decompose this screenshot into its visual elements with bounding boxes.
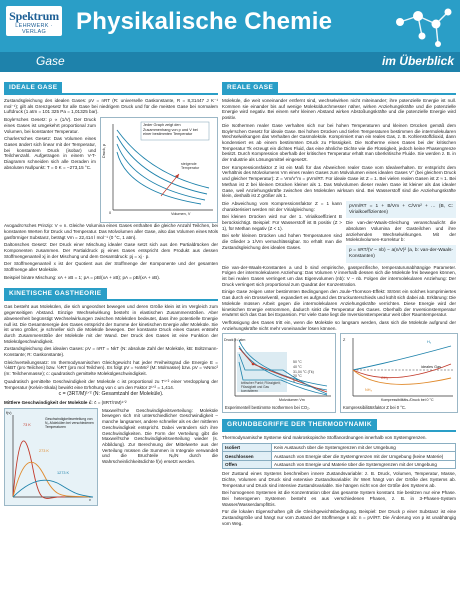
paragraph: Bei sehr kleinen Drücken und hohen Temperaturen sind die Glieder ≥ 1/Vm vernachlässigbar. So erhält man die Zustandsgleichung des idealen Gases. [222, 233, 342, 250]
table-row [223, 452, 456, 460]
paragraph: Die van-der-Waals-Gleichung veranschaulicht die absoluten Volumina der Gasteilchen und ihre anziehenden Wechselwirkungen. Mit der Molekülvolumen-Korrektur b: [346, 220, 456, 243]
right-column [222, 76, 456, 528]
series-label-273k: 273 K [39, 448, 49, 453]
paragraph: Zustandsgleichung des idealen Gases: pV = nRT = NkT (N: absolute Zahl der Moleküle, kB: Boltzmann-Konstante; R: Gaskonstante). [4, 346, 218, 358]
logo-wordmark: Spektrum [9, 9, 59, 23]
maxwell-caption: Geschwindigkeitsverteilung von N₂-Molekülen bei verschiedenen Temperaturen [45, 416, 94, 429]
paragraph [4, 400, 218, 406]
isotherm-increase-label: steigende Temperatur [181, 162, 200, 171]
paragraph: Thermodynamische Systeme sind makroskopische Stoffanordnungen innerhalb von Systemgrenzen. [222, 435, 427, 441]
section-heading-ideal-gases: IDEALE GASE [4, 82, 62, 93]
co2-isotherm-diagram [222, 333, 336, 413]
table-row [223, 460, 456, 468]
figure-caption: Kompressibilitätsfaktor Z bei 0 °C. [343, 405, 407, 411]
paragraph: Beispiel binäre Mischung: xA + xB = 1; pA = pB/(xA + xB); pA = pB/(xA + xB). [4, 274, 161, 280]
section-rule [4, 93, 218, 95]
virial-text [222, 201, 342, 265]
isotherm-diagram [100, 117, 218, 223]
x-axis-label: Kompressibilitäts-/Druck bei 0 °C [381, 398, 434, 403]
page-subtitle: Gase [36, 54, 65, 68]
mean-speed-label: Mittlere Geschwindigkeit der Moleküle c̄: [4, 399, 93, 405]
virial-row [222, 201, 456, 265]
publisher-logo [6, 6, 62, 36]
x-axis-label: Volumen, V [171, 212, 191, 217]
section-rule [4, 299, 218, 301]
section-heading-real-gases: REALE GASE [222, 82, 278, 93]
logo-tagline: LEHRWERK · VERLAG [15, 23, 53, 35]
paragraph: Einige Gase zeigen unter bestimmten Bedingungen den Joule-Thomson-Effekt: Strömt ein solches komprimiertes Gas durch ein Drosselventil, expandiert es aufgrund des Druckunterschieds und kühlt sich dabei ab. Erklärung: Die Moleküle müssen Arbeit gegen die intermolekularen Anziehungskräfte verrichten. Diese Energie wird der kinetischen Energie entnommen, dadurch sinkt die Temperatur des Gases. Oberhalb der Inversionstemperatur erwärmt sich das Gas bei Expansion. Für viele Gase liegt die Inversionstemperatur weit über Raumtemperatur. [222, 289, 456, 318]
paragraph: Charles'sches Gesetz: Das Volumen eines Gases ändert sich linear mit der Temperatur, bei konstantem Druck (isobar) und Teilchenzahl. Aufgetragen in einem V-T-Diagramm schneiden sich alle Geraden im absoluten Nullpunkt: T = 0 K = −273,15 °C. [4, 136, 96, 170]
boyle-row [4, 117, 218, 223]
table-cell: Kein Austausch über die Systemgrenzen mit der Umgebung [272, 444, 456, 452]
y-axis-label: Z [343, 338, 346, 343]
table-cell: Austausch von Energie über die Systemgrenzen mit der Umgebung (keine Materie) [272, 452, 456, 460]
formula-rms-speed: c = (3RT/M)¹ᐟ² (N: Gesamtzahl der Moleküle). [58, 391, 164, 398]
maxwell-distribution-diagram [4, 408, 98, 506]
series-label: 50 °C [293, 360, 302, 365]
y-axis-label: Druck, p [102, 143, 106, 159]
system-types-table [222, 443, 456, 469]
paragraph: Quadratisch gemittelte Geschwindigkeit der Moleküle c ist proportional zu T¹ᐟ² einer Verdopplung der Temperatur (Kelvin-Skala) bewirkt eine Erhöhung von c um den Faktor 2¹ᐟ² = 1,414. [4, 378, 218, 390]
van-der-waals-equation: p = nRT/(V − nb) − a(n/V)² (a, b: van-der-Waals-Konstanten) [346, 245, 456, 262]
boyle-text [4, 117, 96, 223]
compressibility-chart [341, 334, 457, 404]
paragraph: Gas besteht aus Molekülen, die sich ungeordnet bewegen und deren Größe klein ist im Vergleich zum gegenseitigen Abstand. Einzige Wechselwirkung besteht in elastischen Zusammenstößen. Aber abwesenheit begünstigt Wechselwirkungen zwischen Molekülen bedeutet, dass ihre potentielle Energie null ist. Die Gesamtenergie des Gases entspricht der Summe der kinetischen Energie aller Moleküle. Sie ist umso größer, je schneller sich die Moleküle bewegen. Der konstante Druck eines Gases entsteht durch Zusammenstöße der Moleküle mit der Wand. Der Druck des Gases ist eine Funktion der Molekülgeschwindigkeit. [4, 304, 218, 344]
paragraph: Gleichverteilungssatz: Im thermodynamischen Gleichgewicht hat jeder Freiheitsgrad die Energie E = ½kBT (pro Teilchen) bzw. ½RT (pro mol Teilchen). Es folgt pV = ⅓nMc² (M: Molmasse) bzw. pV = ⅓Nmc² (m: Teilchenmasse); c: quadratisch gemittelte Molekülgeschwindigkeit. [4, 359, 218, 377]
series-label: 0 °C [293, 378, 300, 383]
paragraph: Der Stoffmengenanteil x ist der Quotient aus der Stoffmenge der Komponente und der gesamten Stoffmenge aller Moleküle. [4, 261, 218, 273]
series-label-ch4: CH₄ [381, 376, 389, 381]
paragraph: Maxwell'sche Geschwindigkeitsverteilung: Moleküle bewegen sich mit unterschiedlicher Geschwindigkeit – manche langsamer, andere schneller als es der mittleren Geschwindigkeit entspricht. Dabei verändern sich ihre Geschwindigkeiten. Die Form der Verteilung gibt die Maxwell'sche Geschwindigkeitsverteilung wieder (s. Abbildung). Zur Berechnung der Mittelwerte aus der Verteilung müssen die Summen in Integrale verwandelt und die Bruchteile Nᵥ/N durch die Wahrscheinlichkeitsdichte f(v) ersetzt werden. [102, 407, 218, 465]
co2-series-labels [293, 360, 314, 383]
series-label-h2: H₂ [427, 340, 432, 345]
paragraph: Der Zustand eines Systems beschreiben innere Zustandsvariable: z. B. Druck, Volumen, Temperatur, Masse, Dichte, Volumen und Druck sind extensive Zustandsvariable: ihr Wert hängt von der Größe des Systems ab. Temperatur und Druck sind intensive Zustandsvariable. Sie hängen nicht von der Größe des Systems ab. [222, 471, 456, 488]
paragraph: Die Abweichung vom Kompressionsfaktor Z = 1 kann charakterisiert werden mit der Virialgleichung: [222, 200, 342, 212]
series-label-1273k: 1273 K [57, 470, 70, 475]
series-label: 40 °C [293, 364, 302, 369]
real-gas-figures [222, 333, 456, 413]
compressibility-diagram [340, 333, 458, 413]
paragraph: Avogadro'sches Prinzip: V ∝ n. Gleiche Volumina eines Gases enthalten die gleiche Anzahl Teilchen, bei konstanten Werten für Druck und Temperatur. Das Molvolumen aller Gase, also das Volumen eines Mols gasförmiger Substanz, beträgt Vm = 22,414 l mol⁻¹ (0 °C, 1 atm). [4, 223, 218, 240]
co2-region-note: kritischer Punkt; Flüssigkeit; Flüssigkeit und Gas koexistieren [241, 381, 281, 393]
origin-label: 0 [109, 211, 112, 216]
table-cell: Geschlossen [223, 452, 272, 460]
section-heading-kinetic-theory: KINETISCHE GASTHEORIE [4, 288, 107, 299]
isotherm-callout: Jeder Graph zeigt den Zusammenhang von p und V bei einer bestimmten Temperatur [143, 123, 198, 136]
maxwell-row [4, 408, 218, 506]
x-axis-label: v [89, 497, 91, 502]
series-label: 31,04 °C (Tk) [293, 369, 314, 374]
series-label-73k: 73 K [23, 422, 31, 427]
series-badge: im Überblick [381, 54, 454, 68]
paragraph: Bei homogenen Systemen ist die Konzentration über das gesamte System konstant. Sie besitzen nur eine Phase. Bei heterogenen Systemen besteht es aus verschiedenen Phasen, z. B. in 3-Phasen-System Wasser/Wasserdampf/Eis. [222, 490, 456, 507]
paragraph: Für die lokalen Eigenschaften gilt die Gleichgewichtsbedingung. Beispiel: Der Druck p einer Substanz ist eine Zustandsgröße und hängt nur vom Zustand der Stoffmenge n ab: n = pV/RT. Die Änderung von p ist unabhängig vom Weg. [222, 509, 456, 526]
table-row [223, 444, 456, 452]
table-cell: Offen [223, 460, 272, 468]
molecule-icon [388, 4, 456, 52]
figure-caption: Experimentell bestimmte Isothermen bei CO₂. [225, 405, 310, 411]
x-axis-label: Molvolumen Vm [279, 398, 305, 403]
paragraph: Der Kompressionsfaktor Z ist ein Maß für das Abweichen realer Gase vom Idealverhalten. Er entspricht dem Verhältnis des Molvolumens Vm eines realen Gases zum Molvolumen eines idealen Gases V° (bei gleichem Druck und gleicher Temperatur): Z = Vm/V°m = pVm/RT. Für ideale Gase ist Z = 1. Bei vielen realen Gasen ist Z ≈ 1. Bei Methan ist Z bei kleinen Drücken kleiner als 1. Das Molvolumen dieser realen Gase ist kleiner als das idealer Gase, weil Anziehungskräfte zwischen den Molekülen wirksam sind. Bei Wasserstoff sind die Anziehungskräfte klein, deshalb ist Z größer als 1. [222, 164, 456, 199]
series-label: 20 °C [293, 374, 302, 379]
section-heading-thermodynamics: GRUNDBEGRIFFE DER THERMODYNAMIK [222, 419, 377, 430]
paragraph: Moleküle, die weit voneinander entfernt sind, wechselwirken nicht miteinander; ihre potenzielle Energie ist null. Kommen sie einander bis auf wenige Moleküldurchmesser näher, wirken Anziehungskräfte und die potenzielle Energie wird negativ. Bei einem sehr kleinen Abstand wirken Abstoßungskräfte und die potenzielle Energie wird positiv. [222, 98, 456, 121]
paragraph: Bei kleinen Drücken wird nur der 1. Virialkoeffizient B berücksichtigt. Beispiel: Für Wasserstoff ist B positiv (Z > 1), für Methan negativ (Z < 1). [222, 214, 342, 231]
y-axis-label: f(v) [6, 410, 12, 415]
paragraph: Die van-der-Waals-Konstanten a und b sind empirische, gasspezifische, temperaturunabhängige Parameter. Folgen der intermolekularen Anziehung: Das Volumen V innerhalb dessen sich die Moleküle frei bewegen können, ist bei realen Gasen verringert um das Eigenvolumen (nb): V − nb. Folgen der intermolekularen Anziehung: Der Druck verringert sich proportional zum Quadrat der Konzentration. [222, 264, 456, 287]
maxwell-text [102, 408, 218, 506]
paragraph: Verflüssigung des Gases tritt ein, wenn die Moleküle so langsam werden, dass sich die Moleküle aufgrund der Anziehungskräfte nicht mehr voneinander lösen können. [222, 319, 456, 331]
paragraph: Zustandsgleichung des idealen Gases: pV = nRT (R: universelle Gaskonstante, R = 8,31447 J K⁻¹ mol⁻¹); gilt als Grenzgesetz für alle Gase bei niedrigem Druck und für die meisten Gase bei normalem Luftdruck (1 atm = 101 325 Pa = 1,01325 bar). [4, 98, 218, 115]
page-title: Physikalische Chemie [76, 8, 333, 35]
section-rule [222, 93, 456, 95]
table-cell: Isoliert [223, 444, 272, 452]
series-label-nh3: NH₃ [365, 388, 373, 393]
y-axis-label: Druck p / atm [224, 338, 246, 343]
co2-isotherm-chart [223, 334, 335, 404]
paragraph: Boyle'sches Gesetz: p ∝ (1/V). Der Druck eines Gases ist umgekehrt proportional zum Volumen, bei konstanter Temperatur. [4, 117, 96, 134]
paragraph: Die Isothermen realer Gase verhalten sich nur bei hohen Temperaturen und kleinen Drücken gemäß dem Boyle'schen Gesetz für ideale Gase. Bei hohen Drücken und tiefen Temperaturen bestimmen die intermolekularen Wechselwirkungen das Verhalten der Gasmoleküle. Komprimiert man ein reales Gas, z. B. Kohlenstoffdioxid, dann kondensiert es ab einem bestimmten Druck zu Flüssigkeit. Die Isotherme eines Gases bei der kritischen Temperatur Tk erzeugt ein dichtes Fluid, das eine ähnliche Dichte wie die Flüssigkeit, jedoch keine Phasengrenze besitzt. Durch Kompression oberhalb der kritischen Temperatur erhält man überkritische Fluide. Sie werden z. B. in der Industrie als Lösungsmittel eingesetzt. [222, 122, 456, 163]
paragraph: Daltonsches Gesetz: Der Druck einer Mischung idealer Gase setzt sich aus den Partialdrücken der Komponenten zusammen. Der Partialdruck pj eines Gases entspricht dem Produkt aus dessen Stoffmengenanteil xj in der Mischung und dem Gesamtdruck: pj = xj · p. [4, 242, 218, 259]
table-cell: Austausch von Energie und Materie über die Systemgrenzen mit der Umgebung [272, 460, 456, 468]
formula-panel [346, 201, 456, 265]
left-column [4, 76, 218, 506]
series-label-ideal: ideales Gas [421, 365, 442, 370]
section-rule [222, 430, 456, 432]
formula-mean-speed: c̄ = (8RT/πM)¹ᐟ² [94, 399, 127, 405]
virial-equation: pVm/RT = 1 + B/Vm + C/Vm² + … (B, C: Virialkoeffizienten) [346, 201, 456, 218]
